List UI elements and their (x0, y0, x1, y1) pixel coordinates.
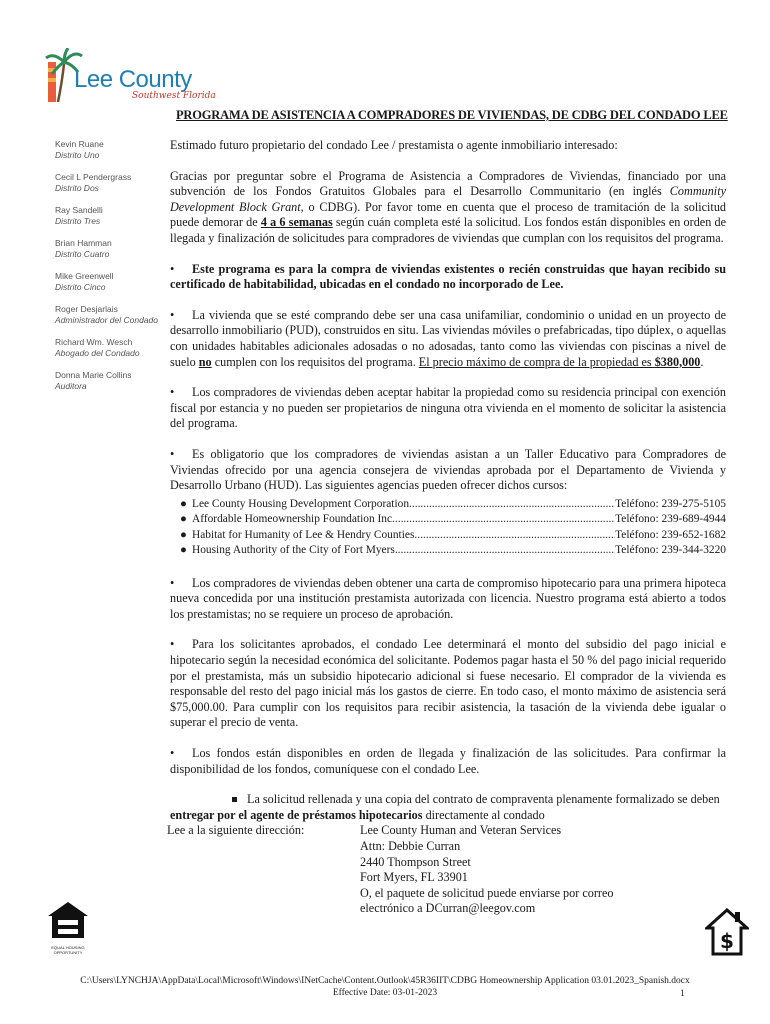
submission-paragraph (170, 792, 726, 823)
bullet-funds-text: Los fondos están disponibles en orden de llegada y finalización de las solicitudes. Para confirmar la disponibilidad de los fondos, comuníquese con el condado Lee. (170, 746, 726, 776)
lee-county-logo (44, 48, 214, 108)
official-role: Distrito Tres (55, 216, 101, 226)
agency-phone: Teléfono: 239-275-5105 (615, 497, 726, 510)
dot-leader (409, 497, 615, 513)
official-role: Distrito Cuatro (55, 249, 110, 259)
agency-name: Affordable Homeownership Foundation Inc. (192, 513, 395, 526)
address-line: Attn: Debbie Curran (360, 839, 461, 853)
official-name: Kevin Ruane (55, 139, 104, 149)
page-number: 1 (680, 989, 685, 999)
property-type-text-b: cumplen con los requisitos del programa. (211, 354, 419, 369)
official-role: Distrito Uno (55, 150, 100, 160)
submission-text-b: directamente al condado (422, 807, 545, 822)
official-role: Distrito Cinco (55, 282, 106, 292)
address-lines (360, 823, 613, 917)
dot-leader (395, 543, 615, 559)
greeting: Estimado futuro propietario del condado Lee / prestamista o agente inmobiliario interesado: (170, 138, 618, 152)
document-title: PROGRAMA DE ASISTENCIA A COMPRADORES DE VIVIENDAS, DE CDBG DEL CONDADO LEE (176, 108, 728, 122)
official-entry (55, 172, 160, 194)
bullet-icon: ● (180, 497, 187, 510)
agency-list (170, 497, 726, 559)
agency-name: Habitat for Humanity of Lee & Hendry Counties (192, 528, 415, 541)
bullet-icon: • (170, 746, 175, 761)
agency-item (180, 528, 726, 544)
official-entry (55, 139, 160, 161)
footer-file-path: C:\Users\LYNCHJA\AppData\Local\Microsoft\Windows\INetCache\Content.Outlook\45R36IIT\CDBG Homeownership Application 03.01.2023_Spanish.docx (80, 976, 690, 986)
address-line: O, el paquete de solicitud puede enviarse por correo (360, 885, 614, 900)
intro-text-b: o CDBG). Por favor tome en cuenta que el proceso de tramitación de la solicitud puede demorar de (170, 199, 727, 230)
logo-text: Lee County (74, 66, 192, 93)
official-entry (55, 205, 160, 227)
square-bullet-wrap (170, 792, 247, 806)
sentence-end: . (700, 354, 704, 369)
house-dollar-logo (705, 908, 749, 956)
official-name: Mike Greenwell (55, 271, 114, 281)
agency-phone: Teléfono: 239-689-4944 (615, 513, 726, 526)
letter-body (167, 138, 727, 916)
officials-sidebar (55, 139, 160, 403)
bullet-mortgage (170, 576, 726, 623)
no-emphasis: no (198, 354, 212, 369)
bullet-mortgage-text: Los compradores de viviendas deben obtener una carta de compromiso hipotecario para una primera hipoteca nueva concedida por una institución prestamista autorizada con licencia. Nuestro programa está abierto a todos los prestamistas; no se requiere un proceso de aprobación. (170, 575, 727, 621)
official-name: Richard Wm. Wesch (55, 337, 133, 347)
official-entry (55, 238, 160, 260)
bullet-workshop (170, 447, 726, 494)
official-entry (55, 337, 160, 359)
footer (0, 975, 770, 999)
bullet-residence-text: Los compradores de viviendas deben aceptar habitar la propiedad como su residencia principal con exención fiscal por estancia y no pueden ser propietarios de ninguna otra vivienda en el momento de solicitar la asistencia del programa. (170, 385, 726, 431)
bullet-subsidy-text: Para los solicitantes aprobados, el condado Lee determinará el monto del subsidio del pago inicial e hipotecario según la necesidad económica del solicitante. Podemos pagar hasta el 50 % del pago inicial requerido por el prestamista, más un subsidio hipotecario adicional si fuese necesario. El comprador de la vivienda es responsable del resto del pago inicial más los gastos de cierre. En todo caso, el monto máximo de asistencia será $75,000.00. Para cumplir con los requisitos para recibir asistencia, la tasación de la vivienda debe igualar o superar el precio de venta. (170, 637, 726, 730)
intro-paragraph (170, 169, 726, 247)
address-block (167, 823, 726, 916)
equal-housing-logo (46, 900, 90, 955)
max-price-value: $380,000 (654, 354, 701, 369)
official-name: Cecil L Pendergrass (55, 172, 132, 182)
bullet-icon: • (170, 307, 175, 322)
eho-caption: EQUAL HOUSING OPPORTUNITY (51, 945, 85, 955)
address-line: electrónico a DCurran@leegov.com (360, 901, 536, 916)
processing-time: 4 a 6 semanas (260, 215, 333, 230)
bullet-workshop-text: Es obligatorio que los compradores de viviendas asistan a un Taller Educativo para Compradores de Viviendas ofrecido por una agencia consejera de viviendas aprobada por el Departamento de Vivienda y Desarrollo Urbano (HUD). Las siguientes agencias pueden ofrecer dichos cursos: (170, 446, 726, 493)
svg-text:$: $ (720, 929, 734, 953)
official-role: Abogado del Condado (55, 348, 140, 358)
agency-item (180, 512, 726, 528)
agency-name: Lee County Housing Development Corporation (192, 497, 410, 510)
bullet-subsidy (170, 637, 726, 731)
official-name: Roger Desjarlais (55, 304, 118, 314)
square-bullet-icon (232, 797, 237, 802)
bullet-icon: ● (180, 528, 187, 541)
bullet-eligibility (170, 262, 726, 293)
cdbg-english-name: Community Development Block Grant, (170, 184, 726, 214)
bullet-residence (170, 385, 726, 432)
official-entry (55, 304, 160, 326)
max-price-label: El precio máximo de compra de la propiedad es (418, 354, 655, 369)
bullet-icon: • (170, 446, 175, 461)
bullet-eligibility-text: Este programa es para la compra de viviendas existentes o recién construidas que hayan recibido su certificado de habitabilidad, ubicadas en el condado no incorporado de Lee. (170, 261, 726, 292)
official-role: Distrito Dos (55, 183, 99, 193)
agency-item (180, 543, 726, 559)
bullet-funds (170, 746, 726, 777)
address-line: 2440 Thompson Street (360, 854, 471, 869)
bullet-property-type (170, 308, 726, 370)
agency-item (180, 497, 726, 513)
logo-tagline: Southwest Florida (132, 91, 216, 101)
official-name: Ray Sandelli (55, 205, 103, 215)
equal-housing-icon (46, 900, 90, 940)
submission-agent-emphasis: entregar por el agente de préstamos hipotecarios (170, 807, 423, 822)
agency-phone: Teléfono: 239-652-1682 (615, 528, 726, 541)
bullet-icon: • (170, 637, 175, 652)
official-entry (55, 370, 160, 392)
submission-text-a: La solicitud rellenada y una copia del contrato de compraventa plenamente formalizado se deben (247, 792, 720, 807)
agency-name: Housing Authority of the City of Fort Myers (192, 544, 395, 557)
bullet-icon: • (170, 261, 175, 276)
official-name: Brian Hamman (55, 238, 112, 248)
footer-effective-date: Effective Date: 03-01-2023 (332, 988, 438, 998)
agency-phone: Teléfono: 239-344-3220 (615, 544, 726, 557)
dot-leader (395, 512, 615, 528)
address-label: Lee a la siguiente dirección: (167, 823, 305, 838)
dot-leader (414, 528, 615, 544)
house-dollar-icon (705, 908, 749, 956)
official-role: Administrador del Condado (55, 315, 159, 325)
intro-text-a: Gracias por preguntar sobre el Programa de Asistencia a Compradores de Viviendas, financiado por una subvención de los Fondos Gratuitos Globales para el Desarrollo Communitario (en inglés (170, 168, 726, 199)
bullet-icon: • (170, 575, 175, 590)
bullet-icon: • (170, 385, 175, 400)
intro-text-c: según cuán completa esté la solicitud. Los fondos están disponibles en orden de llegada y finalización de solicitudes para compradores de viviendas que cumplan con los requisitos del programa. (170, 215, 726, 245)
bullet-icon: ● (180, 513, 187, 526)
bullet-icon: ● (180, 544, 187, 557)
official-entry (55, 271, 160, 293)
official-role: Auditora (55, 381, 87, 391)
address-line: Fort Myers, FL 33901 (360, 870, 468, 885)
address-line: Lee County Human and Veteran Services (360, 823, 562, 838)
property-type-text: La vivienda que se esté comprando debe ser una casa unifamiliar, condominio o unidad en un proyecto de desarrollo inmobiliario (PUD), construidos en situ. Las viviendas móviles o prefabricadas, tipo dúplex, o aquellas con unidades habitables adicionales adosadas o no adosadas, tanto como las viviendas con piscinas a nivel de suelo (170, 307, 726, 369)
official-name: Donna Marie Collins (55, 370, 132, 380)
